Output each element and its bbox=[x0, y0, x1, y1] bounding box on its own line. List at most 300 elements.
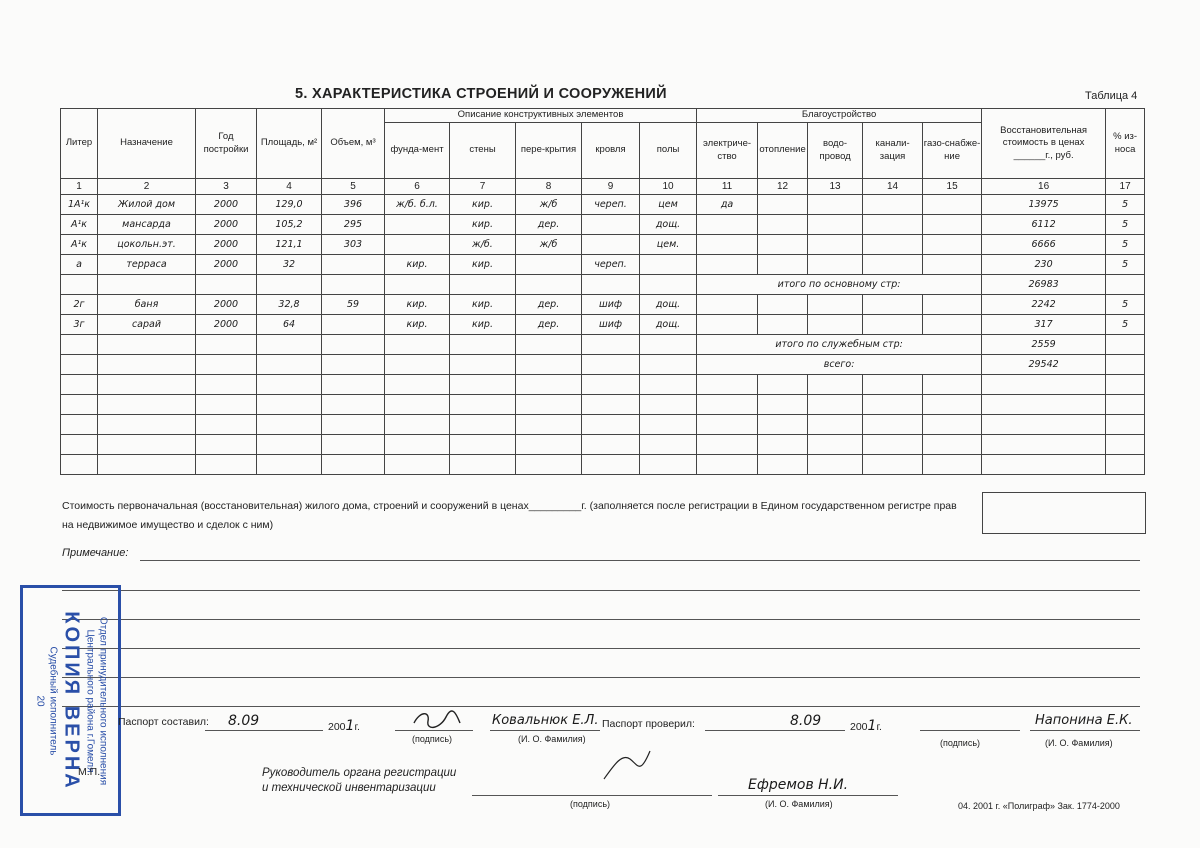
checked-year-digit: 1 bbox=[867, 718, 877, 734]
table-row bbox=[61, 355, 1145, 375]
roof-cell: шиф bbox=[582, 315, 640, 335]
sewer-cell bbox=[863, 375, 923, 395]
wear-cell: 5 bbox=[1106, 295, 1145, 315]
head-name-line bbox=[718, 795, 898, 796]
roof-cell bbox=[582, 375, 640, 395]
head-label-line-1: Руководитель органа регистрации bbox=[262, 767, 457, 779]
liter-cell: 3г bbox=[61, 315, 98, 335]
table-row bbox=[61, 215, 1145, 235]
wear-cell: 5 bbox=[1106, 255, 1145, 275]
foundation-cell: ж/б. б.л. bbox=[385, 195, 450, 215]
column-number: 5 bbox=[322, 179, 385, 195]
walls-cell bbox=[450, 455, 516, 475]
walls-cell bbox=[450, 415, 516, 435]
roof-cell bbox=[582, 415, 640, 435]
table-cell bbox=[582, 355, 640, 375]
floors-ceil-cell bbox=[516, 415, 582, 435]
column-numbers-row bbox=[61, 179, 1145, 195]
table-row bbox=[61, 455, 1145, 475]
column-number: 10 bbox=[640, 179, 697, 195]
header-gas: газо-снабже-ние bbox=[923, 123, 982, 179]
volume-cell bbox=[322, 435, 385, 455]
table-number: Таблица 4 bbox=[1085, 90, 1138, 102]
walls-cell bbox=[450, 435, 516, 455]
head-name: Ефремов Н.И. bbox=[748, 777, 849, 793]
compiled-sign-caption: (подпись) bbox=[412, 734, 453, 744]
gas-cell bbox=[923, 215, 982, 235]
floors-cell: дощ. bbox=[640, 215, 697, 235]
electricity-cell bbox=[697, 375, 758, 395]
area-cell: 32,8 bbox=[257, 295, 322, 315]
cost-cell: 2242 bbox=[982, 295, 1106, 315]
floors-ceil-cell bbox=[516, 395, 582, 415]
table-cell bbox=[61, 275, 98, 295]
volume-cell bbox=[322, 395, 385, 415]
electricity-cell bbox=[697, 395, 758, 415]
table-cell bbox=[450, 335, 516, 355]
purpose-cell: мансарда bbox=[98, 215, 196, 235]
table-cell bbox=[582, 275, 640, 295]
head-sign-caption: (подпись) bbox=[570, 799, 611, 809]
header-purpose: Назначение bbox=[98, 109, 196, 179]
header-heating: отопление bbox=[758, 123, 808, 179]
stamp-line-3: Судебный исполнитель bbox=[47, 645, 58, 755]
table-cell bbox=[98, 335, 196, 355]
purpose-cell: цокольн.эт. bbox=[98, 235, 196, 255]
foundation-cell bbox=[385, 375, 450, 395]
header-wear: % из-носа bbox=[1106, 109, 1145, 179]
header-area: Площадь, м² bbox=[257, 109, 322, 179]
floors-cell bbox=[640, 415, 697, 435]
stamp-year: 20 bbox=[34, 694, 46, 707]
cost-cell: 29542 bbox=[982, 355, 1106, 375]
print-info: 04. 2001 г. «Полиграф» Зак. 1774-2000 bbox=[958, 801, 1120, 811]
table-row bbox=[61, 235, 1145, 255]
compiled-signature bbox=[412, 709, 462, 735]
liter-cell bbox=[61, 415, 98, 435]
table-cell bbox=[196, 275, 257, 295]
purpose-cell: сарай bbox=[98, 315, 196, 335]
purpose-cell bbox=[98, 415, 196, 435]
floors-ceil-cell: дер. bbox=[516, 215, 582, 235]
table-cell bbox=[61, 335, 98, 355]
foundation-cell bbox=[385, 395, 450, 415]
head-name-caption: (И. О. Фамилия) bbox=[765, 799, 833, 809]
heating-cell bbox=[758, 455, 808, 475]
gas-cell bbox=[923, 295, 982, 315]
sewer-cell bbox=[863, 235, 923, 255]
walls-cell: кир. bbox=[450, 215, 516, 235]
cost-cell bbox=[982, 455, 1106, 475]
electricity-cell bbox=[697, 435, 758, 455]
year-cell: 2000 bbox=[196, 315, 257, 335]
stamp-line-2: Центрального района г.Гомеля bbox=[84, 628, 96, 773]
table-cell bbox=[582, 335, 640, 355]
electricity-cell bbox=[697, 235, 758, 255]
floors-ceil-cell: дер. bbox=[516, 295, 582, 315]
heating-cell bbox=[758, 415, 808, 435]
electricity-cell bbox=[697, 315, 758, 335]
year-cell: 2000 bbox=[196, 295, 257, 315]
purpose-cell: Жилой дом bbox=[98, 195, 196, 215]
table-cell bbox=[640, 275, 697, 295]
table-row bbox=[61, 335, 1145, 355]
foundation-cell bbox=[385, 215, 450, 235]
roof-cell: череп. bbox=[582, 255, 640, 275]
liter-cell bbox=[61, 435, 98, 455]
volume-cell: 59 bbox=[322, 295, 385, 315]
compiled-date-line bbox=[205, 730, 323, 731]
purpose-cell: терраса bbox=[98, 255, 196, 275]
sewer-cell bbox=[863, 435, 923, 455]
liter-cell: 2г bbox=[61, 295, 98, 315]
year-cell bbox=[196, 395, 257, 415]
electricity-cell: да bbox=[697, 195, 758, 215]
volume-cell bbox=[322, 415, 385, 435]
heating-cell bbox=[758, 315, 808, 335]
column-number: 2 bbox=[98, 179, 196, 195]
wear-cell: 5 bbox=[1106, 235, 1145, 255]
sewer-cell bbox=[863, 195, 923, 215]
compiled-label: Паспорт составил: bbox=[118, 716, 209, 728]
area-cell: 64 bbox=[257, 315, 322, 335]
floors-ceil-cell: ж/б bbox=[516, 195, 582, 215]
table-row bbox=[61, 435, 1145, 455]
foundation-cell bbox=[385, 415, 450, 435]
wear-cell bbox=[1106, 355, 1145, 375]
column-number: 13 bbox=[808, 179, 863, 195]
cost-cell: 6666 bbox=[982, 235, 1106, 255]
column-number: 16 bbox=[982, 179, 1106, 195]
buildings-table bbox=[60, 108, 1145, 475]
checked-name-caption: (И. О. Фамилия) bbox=[1045, 738, 1113, 748]
foundation-cell: кир. bbox=[385, 295, 450, 315]
table-cell bbox=[98, 275, 196, 295]
sewer-cell bbox=[863, 395, 923, 415]
water-cell bbox=[808, 235, 863, 255]
sewer-cell bbox=[863, 315, 923, 335]
area-cell: 105,2 bbox=[257, 215, 322, 235]
walls-cell bbox=[450, 375, 516, 395]
gas-cell bbox=[923, 435, 982, 455]
copy-stamp bbox=[20, 585, 121, 816]
liter-cell: А¹к bbox=[61, 235, 98, 255]
floors-cell: дощ. bbox=[640, 315, 697, 335]
liter-cell bbox=[61, 375, 98, 395]
foundation-cell bbox=[385, 455, 450, 475]
table-cell bbox=[385, 355, 450, 375]
gas-cell bbox=[923, 415, 982, 435]
volume-cell: 303 bbox=[322, 235, 385, 255]
wear-cell: 5 bbox=[1106, 215, 1145, 235]
water-cell bbox=[808, 195, 863, 215]
header-electricity: электриче-ство bbox=[697, 123, 758, 179]
floors-ceil-cell: дер. bbox=[516, 315, 582, 335]
stamp-line-1: Отдел принудительного исполнения bbox=[97, 616, 108, 785]
note-line bbox=[140, 560, 1140, 561]
sewer-cell bbox=[863, 215, 923, 235]
liter-cell: а bbox=[61, 255, 98, 275]
cost-cell: 13975 bbox=[982, 195, 1106, 215]
area-cell: 129,0 bbox=[257, 195, 322, 215]
volume-cell bbox=[322, 315, 385, 335]
wear-cell: 5 bbox=[1106, 195, 1145, 215]
table-cell bbox=[196, 355, 257, 375]
footnote-value-box bbox=[982, 492, 1146, 534]
electricity-cell bbox=[697, 215, 758, 235]
year-cell bbox=[196, 415, 257, 435]
heating-cell bbox=[758, 215, 808, 235]
head-label-line-2: и технической инвентаризации bbox=[262, 782, 436, 794]
heating-cell bbox=[758, 295, 808, 315]
table-cell bbox=[322, 355, 385, 375]
header-liter: Литер bbox=[61, 109, 98, 179]
water-cell bbox=[808, 415, 863, 435]
area-cell: 32 bbox=[257, 255, 322, 275]
table-row bbox=[61, 395, 1145, 415]
table-cell bbox=[640, 355, 697, 375]
floors-cell: цем bbox=[640, 195, 697, 215]
floors-cell: дощ. bbox=[640, 295, 697, 315]
gas-cell bbox=[923, 455, 982, 475]
walls-cell: кир. bbox=[450, 315, 516, 335]
floors-ceil-cell: ж/б bbox=[516, 235, 582, 255]
foundation-cell bbox=[385, 235, 450, 255]
year-cell bbox=[196, 435, 257, 455]
year-cell: 2000 bbox=[196, 235, 257, 255]
summary-label: итого по основному стр: bbox=[697, 275, 982, 295]
year-cell: 2000 bbox=[196, 195, 257, 215]
walls-cell: кир. bbox=[450, 295, 516, 315]
header-water: водо-провод bbox=[808, 123, 863, 179]
column-number: 7 bbox=[450, 179, 516, 195]
water-cell bbox=[808, 295, 863, 315]
water-cell bbox=[808, 395, 863, 415]
table-row bbox=[61, 275, 1145, 295]
head-label bbox=[262, 766, 456, 796]
table-cell bbox=[257, 275, 322, 295]
header-construction-group: Описание конструктивных элементов bbox=[385, 109, 697, 123]
table-cell bbox=[385, 335, 450, 355]
gas-cell bbox=[923, 235, 982, 255]
note-line bbox=[62, 619, 1140, 620]
volume-cell: 396 bbox=[322, 195, 385, 215]
table-cell bbox=[516, 335, 582, 355]
table-cell bbox=[516, 275, 582, 295]
stamp-big-text: КОПИЯ ВЕРНА bbox=[60, 610, 82, 791]
area-cell bbox=[257, 455, 322, 475]
header-sewer: канали-зация bbox=[863, 123, 923, 179]
floors-cell bbox=[640, 395, 697, 415]
floors-cell bbox=[640, 435, 697, 455]
sewer-cell bbox=[863, 255, 923, 275]
roof-cell bbox=[582, 395, 640, 415]
note-line bbox=[62, 590, 1140, 591]
floors-cell: цем. bbox=[640, 235, 697, 255]
liter-cell bbox=[61, 395, 98, 415]
table-cell bbox=[257, 335, 322, 355]
checked-year-suffix: г. bbox=[876, 721, 882, 733]
water-cell bbox=[808, 435, 863, 455]
head-sign-line bbox=[472, 795, 712, 796]
area-cell bbox=[257, 415, 322, 435]
column-number: 3 bbox=[196, 179, 257, 195]
area-cell bbox=[257, 435, 322, 455]
table-cell bbox=[385, 275, 450, 295]
purpose-cell bbox=[98, 435, 196, 455]
water-cell bbox=[808, 315, 863, 335]
table-cell bbox=[257, 355, 322, 375]
wear-cell bbox=[1106, 415, 1145, 435]
wear-cell bbox=[1106, 375, 1145, 395]
roof-cell bbox=[582, 235, 640, 255]
column-number: 6 bbox=[385, 179, 450, 195]
checked-sign-line bbox=[920, 730, 1020, 731]
heating-cell bbox=[758, 195, 808, 215]
signature-scribble bbox=[412, 709, 462, 731]
volume-cell: 295 bbox=[322, 215, 385, 235]
roof-cell bbox=[582, 435, 640, 455]
compiled-name-line bbox=[490, 730, 600, 731]
header-foundation: фунда-мент bbox=[385, 123, 450, 179]
sewer-cell bbox=[863, 415, 923, 435]
walls-cell: ж/б. bbox=[450, 235, 516, 255]
header-walls: стены bbox=[450, 123, 516, 179]
roof-cell: шиф bbox=[582, 295, 640, 315]
column-number: 17 bbox=[1106, 179, 1145, 195]
area-cell bbox=[257, 375, 322, 395]
cost-cell: 317 bbox=[982, 315, 1106, 335]
column-number: 14 bbox=[863, 179, 923, 195]
signature-scribble bbox=[600, 745, 660, 785]
checked-name: Напонина Е.К. bbox=[1035, 713, 1133, 728]
cost-cell bbox=[982, 375, 1106, 395]
water-cell bbox=[808, 215, 863, 235]
sewer-cell bbox=[863, 295, 923, 315]
electricity-cell bbox=[697, 295, 758, 315]
gas-cell bbox=[923, 375, 982, 395]
electricity-cell bbox=[697, 415, 758, 435]
cost-cell bbox=[982, 435, 1106, 455]
table-cell bbox=[450, 275, 516, 295]
footnote-text: Стоимость первоначальная (восстановительная) жилого дома, строений и сооружений в ценах_________г. (заполняется после регистрации в Едином государственном регистре прав на недвижимое имущество и сделок с ним) bbox=[62, 500, 957, 531]
checked-day: 8.09 bbox=[790, 713, 822, 729]
summary-label: итого по служебным стр: bbox=[697, 335, 982, 355]
note-line bbox=[62, 677, 1140, 678]
gas-cell bbox=[923, 315, 982, 335]
header-cost bbox=[982, 109, 1106, 179]
purpose-cell bbox=[98, 375, 196, 395]
wear-cell bbox=[1106, 335, 1145, 355]
year-cell: 2000 bbox=[196, 255, 257, 275]
floors-cell bbox=[640, 255, 697, 275]
compiled-year-prefix: 200 bbox=[328, 721, 346, 733]
table-row bbox=[61, 315, 1145, 335]
wear-cell bbox=[1106, 395, 1145, 415]
column-number: 12 bbox=[758, 179, 808, 195]
checked-year bbox=[850, 718, 882, 734]
volume-cell bbox=[322, 255, 385, 275]
area-cell: 121,1 bbox=[257, 235, 322, 255]
header-cost-suffix: ______г., руб. bbox=[1013, 149, 1074, 161]
head-signature bbox=[600, 745, 660, 790]
wear-cell bbox=[1106, 275, 1145, 295]
cost-cell: 26983 bbox=[982, 275, 1106, 295]
wear-cell bbox=[1106, 435, 1145, 455]
table-cell bbox=[322, 335, 385, 355]
header-floors-ceil: пере-крытия bbox=[516, 123, 582, 179]
compiled-day: 8.09 bbox=[228, 713, 260, 729]
liter-cell: А¹к bbox=[61, 215, 98, 235]
compiled-year-digit: 1 bbox=[345, 718, 355, 734]
checked-date-line bbox=[705, 730, 845, 731]
year-cell bbox=[196, 455, 257, 475]
gas-cell bbox=[923, 395, 982, 415]
heating-cell bbox=[758, 255, 808, 275]
walls-cell bbox=[450, 395, 516, 415]
liter-cell: 1А¹к bbox=[61, 195, 98, 215]
header-amenities-group: Благоустройство bbox=[697, 109, 982, 123]
column-number: 15 bbox=[923, 179, 982, 195]
note-line bbox=[62, 706, 1140, 707]
year-cell bbox=[196, 375, 257, 395]
header-floors: полы bbox=[640, 123, 697, 179]
column-number: 1 bbox=[61, 179, 98, 195]
water-cell bbox=[808, 375, 863, 395]
table-row bbox=[61, 415, 1145, 435]
table-cell bbox=[98, 355, 196, 375]
header-volume: Объем, м³ bbox=[322, 109, 385, 179]
table-cell bbox=[450, 355, 516, 375]
column-number: 11 bbox=[697, 179, 758, 195]
floors-cell bbox=[640, 375, 697, 395]
cost-cell: 230 bbox=[982, 255, 1106, 275]
area-cell bbox=[257, 395, 322, 415]
volume-cell bbox=[322, 455, 385, 475]
column-number: 8 bbox=[516, 179, 582, 195]
compiled-year-suffix: г. bbox=[354, 721, 360, 733]
liter-cell bbox=[61, 455, 98, 475]
heating-cell bbox=[758, 235, 808, 255]
header-cost-label: Восстановительная стоимость в ценах bbox=[1000, 124, 1088, 149]
purpose-cell: баня bbox=[98, 295, 196, 315]
compiled-name: Ковальнюк Е.Л. bbox=[492, 713, 599, 728]
table-row bbox=[61, 255, 1145, 275]
purpose-cell bbox=[98, 395, 196, 415]
table-row bbox=[61, 375, 1145, 395]
floors-ceil-cell bbox=[516, 375, 582, 395]
roof-cell bbox=[582, 455, 640, 475]
checked-sign-caption: (подпись) bbox=[940, 738, 981, 748]
document-title: 5. ХАРАКТЕРИСТИКА СТРОЕНИЙ И СООРУЖЕНИЙ bbox=[295, 86, 667, 102]
cost-cell: 2559 bbox=[982, 335, 1106, 355]
column-number: 9 bbox=[582, 179, 640, 195]
heating-cell bbox=[758, 395, 808, 415]
table-cell bbox=[196, 335, 257, 355]
heating-cell bbox=[758, 435, 808, 455]
table-row bbox=[61, 295, 1145, 315]
wear-cell bbox=[1106, 455, 1145, 475]
gas-cell bbox=[923, 255, 982, 275]
compiled-year bbox=[328, 718, 360, 734]
foundation-cell: кир. bbox=[385, 255, 450, 275]
roof-cell: череп. bbox=[582, 195, 640, 215]
roof-cell bbox=[582, 215, 640, 235]
note-line bbox=[62, 648, 1140, 649]
column-number: 4 bbox=[257, 179, 322, 195]
electricity-cell bbox=[697, 255, 758, 275]
cost-cell: 6112 bbox=[982, 215, 1106, 235]
